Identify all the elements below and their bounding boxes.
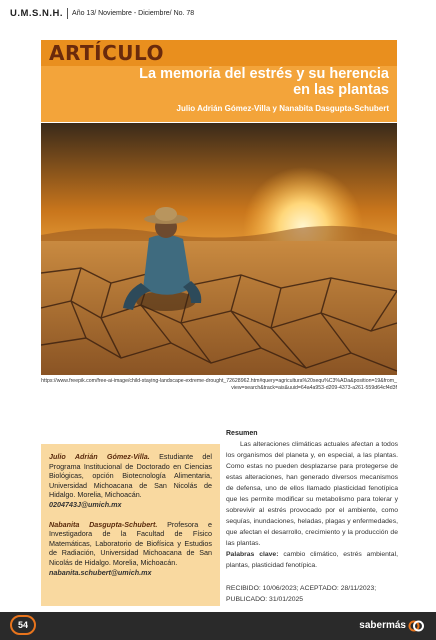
page-number: 54 (10, 615, 36, 635)
photo-child-cracked-earth-icon (41, 123, 397, 375)
brand-name: sabermás (359, 620, 406, 631)
running-header (10, 6, 194, 20)
article-title (89, 66, 389, 98)
author1-bio: Estudiante del Programa Institucional de Doctorado en Ciencias Biológicas, opción Biotecnología Alimentaria, Universidad Michoacana de San Nicolás de Hidalgo. Morelia, Michoacán. (49, 452, 212, 500)
hero-photo (41, 123, 397, 375)
abstract-section (226, 428, 398, 605)
keywords (226, 549, 398, 571)
publication-dates: RECIBIDO: 10/06/2023; ACEPTADO: 28/11/2023; PUBLICADO: 31/01/2025 (226, 585, 377, 603)
article-banner (41, 40, 397, 122)
author2-entry (49, 520, 212, 578)
author1-name: Julio Adrián Gómez-Villa. (49, 452, 150, 461)
header-divider (67, 8, 68, 19)
abstract-heading: Resumen (226, 430, 258, 437)
author2-name: Nabanita Dasgupta-Schubert. (49, 519, 158, 529)
page-footer (0, 612, 436, 640)
section-label: ARTÍCULO (49, 41, 165, 65)
article-title-line2: en las plantas (293, 82, 389, 98)
article-authors: Julio Adrián Gómez-Villa y Nanabita Dasgupta-Schubert (176, 104, 389, 113)
brand-logo-icon (408, 618, 424, 634)
author1-email[interactable]: 0204743J@umich.mx (49, 499, 122, 509)
keywords-label: Palabras clave: (226, 551, 279, 558)
author-info-box (41, 444, 220, 606)
keywords-list: cambio climático, estrés ambiental, plantas, plasticidad fenotípica. (226, 551, 398, 569)
abstract-text: Las alteraciones climáticas actuales afectan a todos los organismos del planeta y, en especial, a las plantas. Como estas no pueden desplazarse para protegerse de estas alteraciones, han generado diversos mecanismos de defensa, uno de ellos llamado plasticidad fenotípica que les permite modificar su metabolismo para tolerar y sobrevivir al estrés provocado por el ambiente, como sequías, inundaciones, heladas, plagas y enfermedades, que afectan el desarrollo, crecimiento y la producción de las plantas. (226, 441, 398, 547)
author2-bio: Profesora e Investigadora de la Facultad de Físico Matemáticas, Laboratorio de Biofísica y Estudios de Radiación, Universidad Michoacana de San Nicolás de Hidalgo. Morelia, Michoacán. (49, 519, 212, 567)
issue-info: Año 13/ Noviembre - Diciembre/ No. 78 (72, 9, 195, 17)
article-title-line1: La memoria del estrés y su herencia (139, 66, 389, 82)
institution-name: U.M.S.N.H. (10, 7, 64, 19)
author2-email[interactable]: nabanita.schubert@umich.mx (49, 567, 152, 577)
author1-entry (49, 452, 212, 510)
photo-caption: https://www.freepik.com/free-ai-image/child-staying-landscape-extreme-drought_72628962.htm#query=agricultura%20sequ%C3%ADa&position=19&from_view=search&track=ais&uuid=64a4a953-d209-4373-a261-559d64cf4d3f (41, 378, 397, 391)
